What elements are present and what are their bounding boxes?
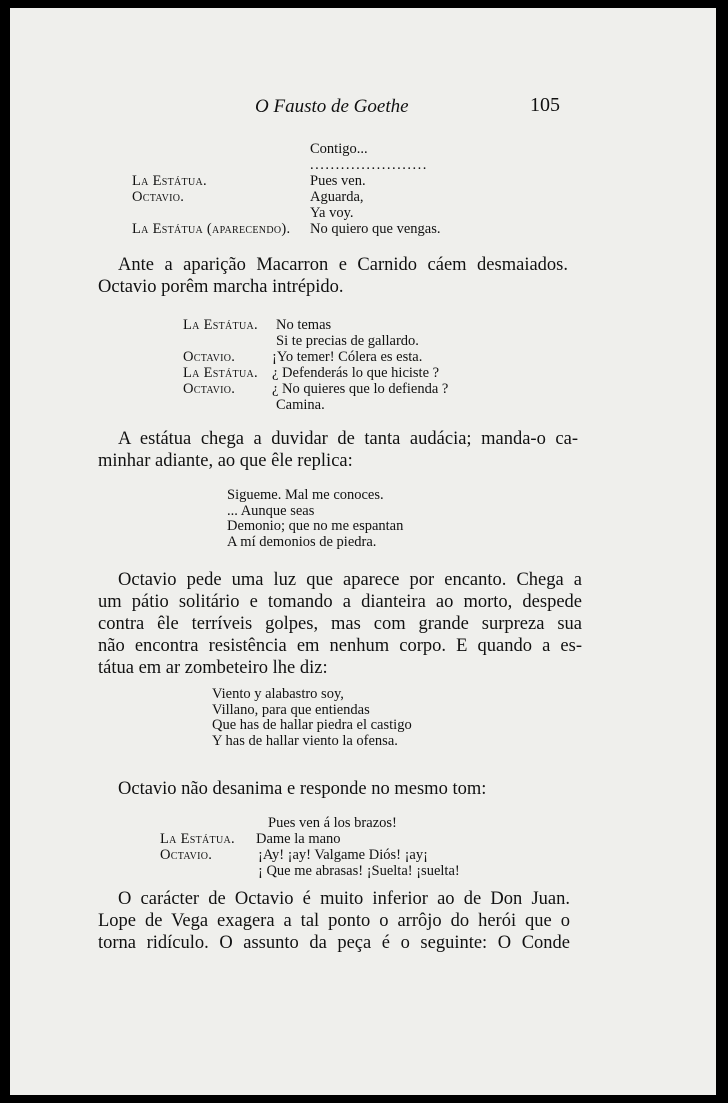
speaker-label: Octavio.: [183, 381, 236, 397]
verse-line: Demonio; que no me espantan: [227, 518, 404, 534]
verse-line: ¿ Defenderás lo que hiciste ?: [272, 365, 440, 381]
verse-line: Contigo...: [310, 141, 368, 157]
paragraph: [98, 569, 582, 679]
page-number: 105: [530, 94, 560, 116]
verse-line: Y has de hallar viento la ofensa.: [212, 732, 398, 749]
text-line: A estátua chega a duvidar de tanta audácia; manda-o ca-: [118, 429, 578, 449]
text-line: Octavio pede uma luz que aparece por encanto. Chega a: [118, 570, 582, 590]
text-line: não encontra resistência em nenhum corpo. E quando a es-: [98, 636, 582, 656]
speaker-label: Octavio.: [160, 847, 213, 863]
speaker-label: La Estátua (aparecendo).: [132, 221, 291, 237]
verse-line: Villano, para que entiendas: [212, 701, 370, 718]
paragraph: [98, 428, 578, 472]
verse-line: Aguarda,: [310, 189, 364, 205]
speaker-label: La Estátua.: [160, 831, 235, 847]
verse-line: ¿ No quieres que lo defienda ?: [272, 381, 449, 397]
verse-line: Que has de hallar piedra el castigo: [212, 717, 412, 733]
speaker-label: La Estátua.: [183, 365, 258, 381]
verse-line: ¡Yo temer! Cólera es esta.: [272, 349, 423, 365]
text-line: Lope de Vega exagera a tal ponto o arrôjo do herói que o: [98, 911, 570, 931]
text-line: Ante a aparição Macarron e Carnido cáem desmaiados.: [118, 255, 568, 275]
text-line: Octavio não desanima e responde no mesmo tom:: [118, 779, 487, 799]
verse-line: Viento y alabastro soy,: [212, 686, 344, 702]
verse-line: No quiero que vengas.: [310, 221, 441, 237]
speaker-label: Octavio.: [132, 189, 185, 205]
verse-line: Camina.: [276, 397, 325, 413]
verse-line: Pues ven.: [310, 173, 366, 189]
text-line: Octavio porêm marcha intrépido.: [98, 277, 344, 297]
verse-block-2: [212, 687, 412, 749]
speaker-label: Octavio.: [183, 349, 236, 365]
text-line: tátua em ar zombeteiro lhe diz:: [98, 658, 328, 678]
running-title: O Fausto de Goethe: [255, 96, 409, 117]
verse-line: ... Aunque seas: [227, 502, 315, 519]
verse-line: Ya voy.: [310, 205, 354, 221]
verse-block-1: [227, 488, 403, 550]
verse-line: Sigueme. Mal me conoces.: [227, 487, 384, 503]
verse-line: Si te precias de gallardo.: [276, 333, 419, 349]
verse-line: Pues ven á los brazos!: [268, 815, 397, 831]
paragraph: [98, 888, 570, 954]
verse-line: ¡ Que me abrasas! ¡Suelta! ¡suelta!: [258, 863, 460, 879]
verse-line: No temas: [276, 317, 332, 333]
book-page: [10, 8, 716, 1095]
verse-line: Dame la mano: [256, 831, 341, 847]
verse-line: ¡Ay! ¡ay! Valgame Diós! ¡ay¡: [258, 847, 428, 863]
text-line: um pátio solitário e tomando a dianteira ao morto, despede: [98, 592, 582, 612]
ellipsis-line: .......................: [310, 157, 428, 173]
speaker-label: La Estátua.: [132, 173, 207, 189]
speaker-label: La Estátua.: [183, 317, 258, 333]
verse-line: A mí demonios de piedra.: [227, 533, 377, 550]
text-line: contra êle terríveis golpes, mas com grande surpreza sua: [98, 614, 582, 634]
paragraph: [98, 254, 568, 298]
text-line: minhar adiante, ao que êle replica:: [98, 451, 353, 471]
text-line: torna ridículo. O assunto da peça é o seguinte: O Conde: [98, 933, 570, 953]
text-line: O carácter de Octavio é muito inferior ao de Don Juan.: [118, 889, 570, 909]
paragraph: [98, 778, 578, 800]
